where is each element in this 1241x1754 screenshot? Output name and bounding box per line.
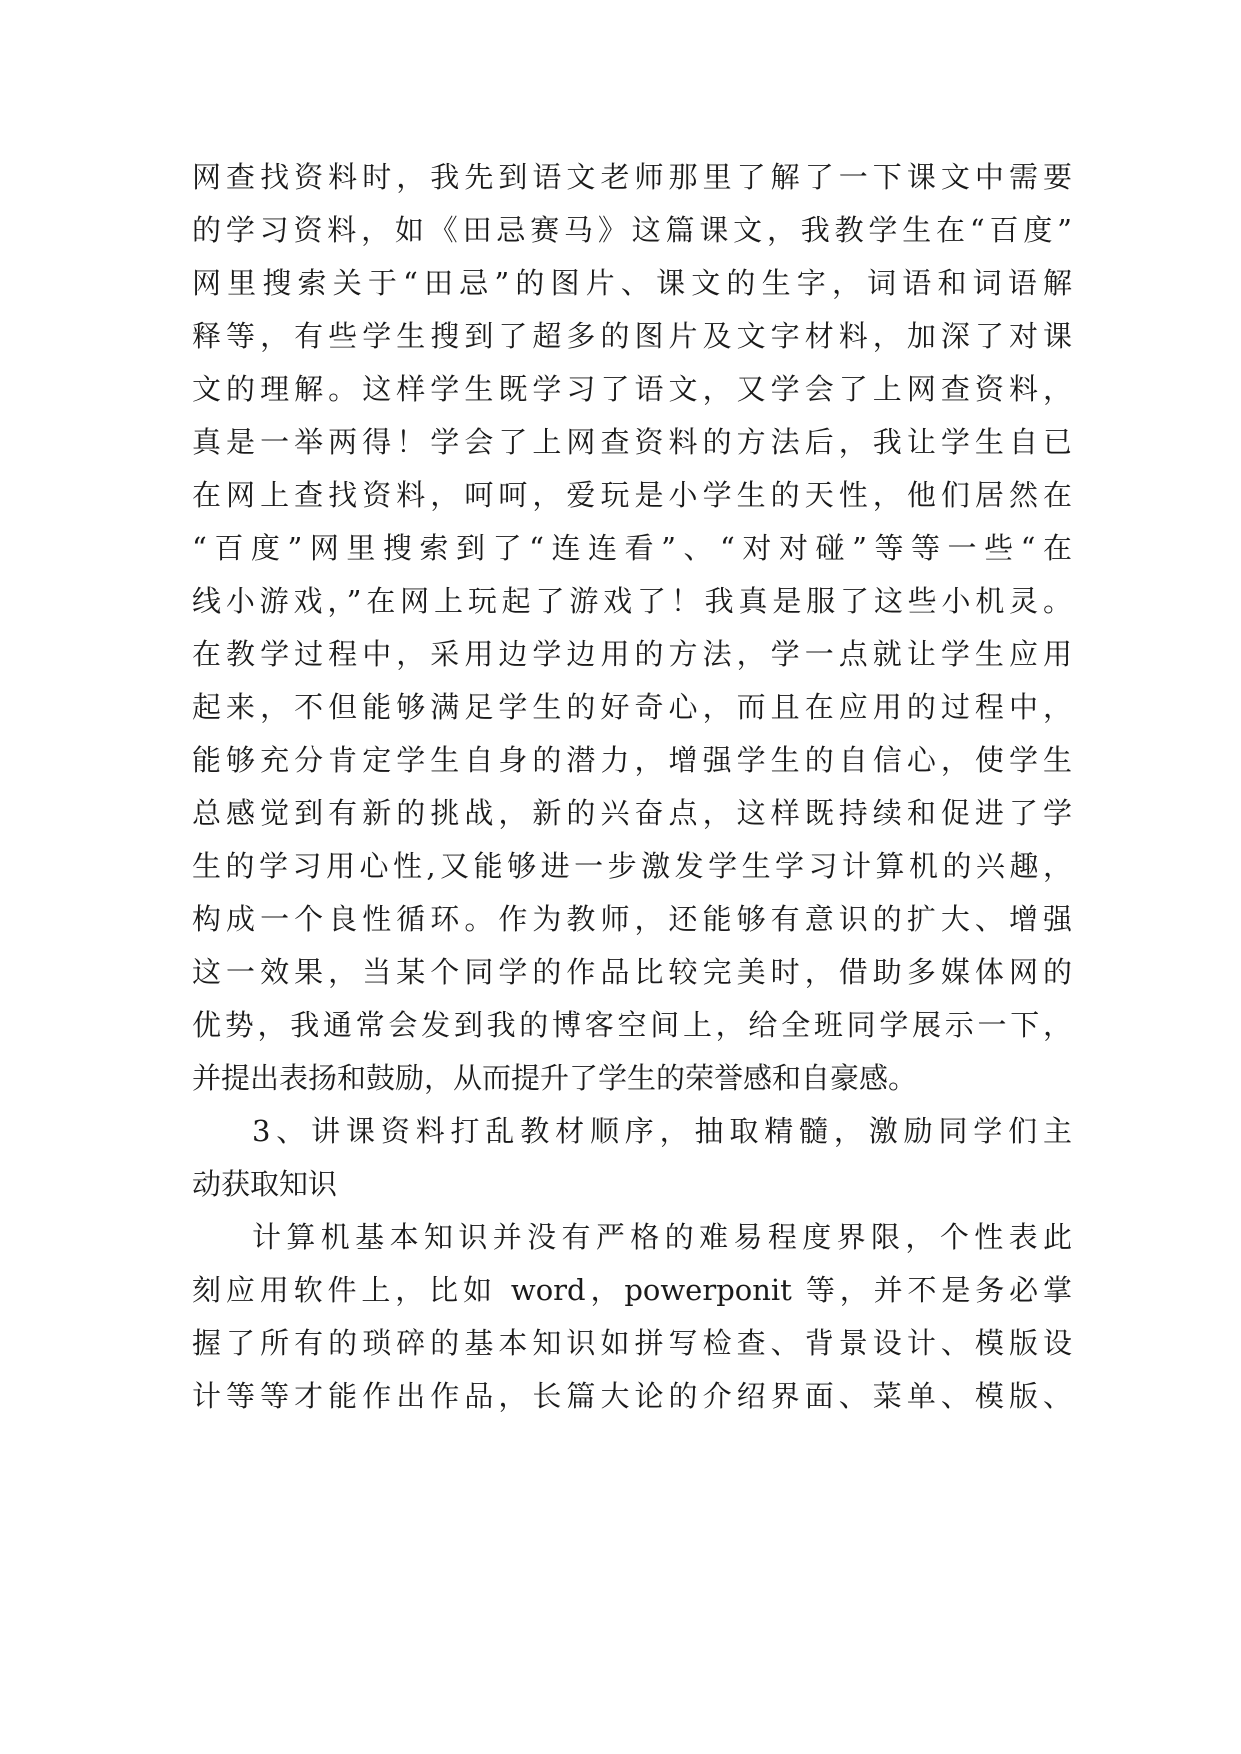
text-line: 能够充分肯定学生自身的潜力，增强学生的自信心，使学生	[192, 743, 1072, 777]
text-line: 的学习资料，如《田忌赛马》这篇课文，我教学生在“百度”	[192, 213, 1072, 247]
text-line: 网里搜索关于“田忌”的图片、课文的生字，词语和词语解	[192, 266, 1072, 300]
text-line: 在网上查找资料，呵呵，爱玩是小学生的天性，他们居然在	[192, 478, 1072, 512]
text-line: 握了所有的琐碎的基本知识如拼写检查、背景设计、模版设	[192, 1326, 1072, 1360]
section-heading-line: 动获取知识	[192, 1167, 338, 1201]
text-line: 构成一个良性循环。作为教师，还能够有意识的扩大、增强	[192, 902, 1072, 936]
text-line: 计等等才能作出作品，长篇大论的介绍界面、菜单、模版、	[192, 1379, 1072, 1413]
paragraph-first-line: 计算机基本知识并没有严格的难易程度界限，个性表此	[252, 1220, 1072, 1254]
text-line: 起来，不但能够满足学生的好奇心，而且在应用的过程中，	[192, 690, 1072, 724]
text-line: 释等，有些学生搜到了超多的图片及文字材料，加深了对课	[192, 319, 1072, 353]
text-line: 并提出表扬和鼓励，从而提升了学生的荣誉感和自豪感。	[192, 1061, 918, 1095]
text-line: 优势，我通常会发到我的博客空间上，给全班同学展示一下，	[192, 1008, 1072, 1042]
text-line: 真是一举两得！学会了上网查资料的方法后，我让学生自已	[192, 425, 1072, 459]
text-line: 这一效果，当某个同学的作品比较完美时，借助多媒体网的	[192, 955, 1072, 989]
text-line: 网查找资料时，我先到语文老师那里了解了一下课文中需要	[192, 160, 1072, 194]
text-line: 文的理解。这样学生既学习了语文，又学会了上网查资料，	[192, 372, 1072, 406]
text-line: 线小游戏，”在网上玩起了游戏了！我真是服了这些小机灵。	[192, 584, 1072, 618]
section-heading-line: 3、讲课资料打乱教材顺序，抽取精髓，激励同学们主	[252, 1114, 1072, 1148]
text-line: “百度”网里搜索到了“连连看”、“对对碰”等等一些“在	[192, 531, 1072, 565]
text-line: 生的学习用心性,又能够进一步激发学生学习计算机的兴趣，	[192, 849, 1072, 883]
text-line: 刻应用软件上，比如 word，powerponit 等，并不是务必掌	[192, 1273, 1072, 1307]
text-line: 在教学过程中，采用边学边用的方法，学一点就让学生应用	[192, 637, 1072, 671]
text-line: 总感觉到有新的挑战，新的兴奋点，这样既持续和促进了学	[192, 796, 1072, 830]
